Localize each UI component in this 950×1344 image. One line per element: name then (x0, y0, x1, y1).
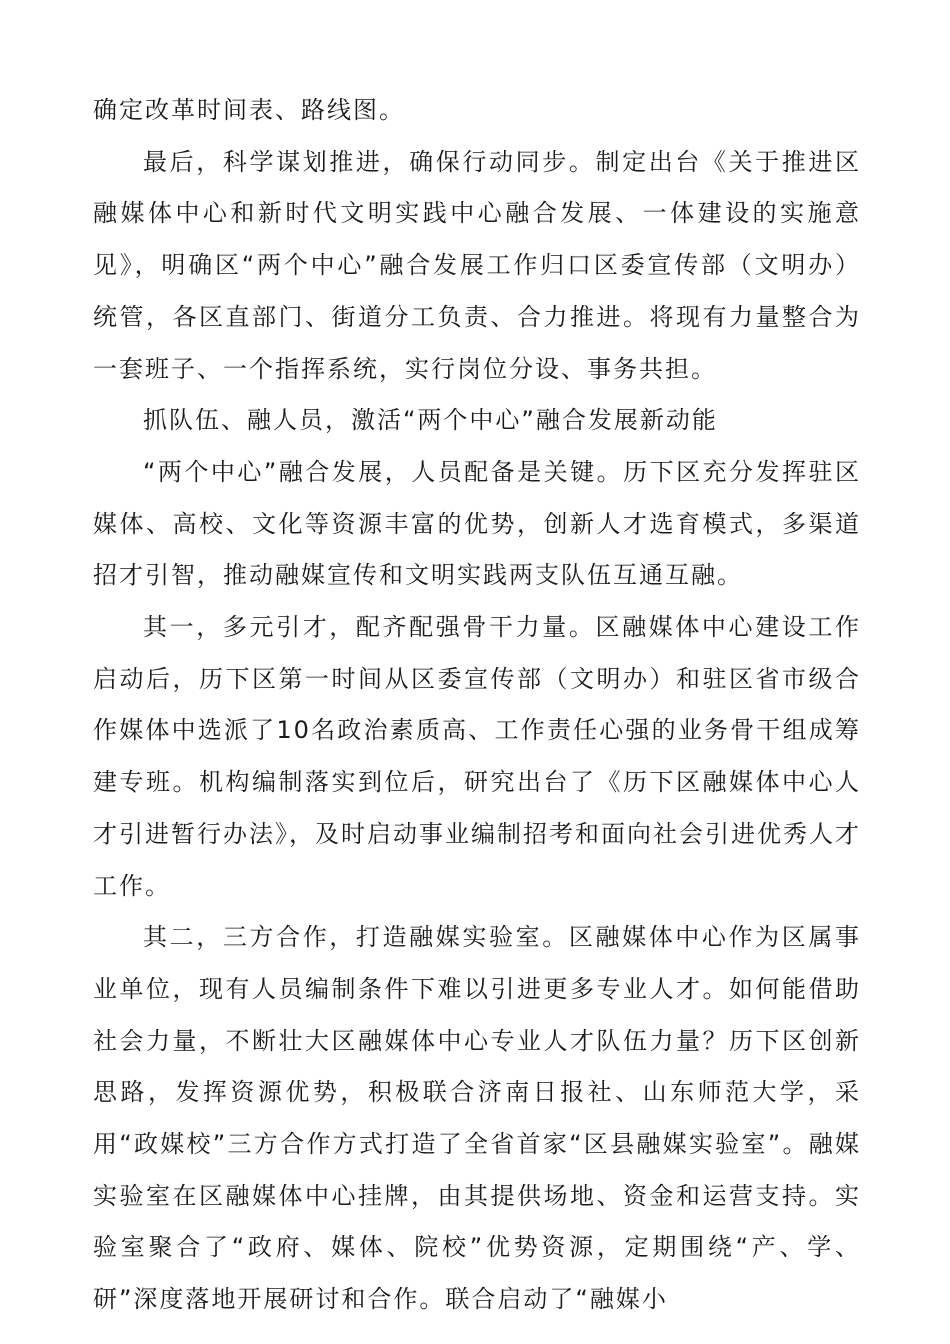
paragraph: “两个中心”融合发展，人员配备是关键。历下区充分发挥驻区媒体、高校、文化等资源丰富的优势，创新人才选育模式，多渠道招才引智，推动融媒宣传和文明实践两支队伍互通互融。 (93, 457, 861, 590)
document-page (93, 85, 861, 1326)
paragraph: 其二，三方合作，打造融媒实验室。区融媒体中心作为区属事业单位，现有人员编制条件下难以引进更多专业人才。如何能借助社会力量，不断壮大区融媒体中心专业人才队伍力量？历下区创新思路，发挥资源优势，积极联合济南日报社、山东师范大学，采用“政媒校”三方合作方式打造了全省首家“区县融媒实验室”。融媒实验室在区融媒体中心挂牌，由其提供场地、资金和运营支持。实验室聚合了“政府、媒体、院校”优势资源，定期围绕“产、学、研”深度落地开展研讨和合作。联合启动了“融媒小 (93, 923, 861, 1314)
paragraph: 确定改革时间表、路线图。 (93, 96, 405, 124)
paragraph: 最后，科学谋划推进，确保行动同步。制定出台《关于推进区融媒体中心和新时代文明实践中心融合发展、一体建设的实施意见》，明确区“两个中心”融合发展工作归口区委宣传部（文明办）统管，各区直部门、街道分工负责、合力推进。将现有力量整合为一套班子、一个指挥系统，实行岗位分设、事务共担。 (93, 147, 861, 383)
paragraph: 其一，多元引才，配齐配强骨干力量。区融媒体中心建设工作启动后，历下区第一时间从区委宣传部（文明办）和驻区省市级合作媒体中选派了10名政治素质高、工作责任心强的业务骨干组成筹建专班。机构编制落实到位后，研究出台了《历下区融媒体中心人才引进暂行办法》，及时启动事业编制招考和面向社会引进优秀人才工作。 (93, 613, 861, 900)
section-heading: 抓队伍、融人员，激活“两个中心”融合发展新动能 (143, 406, 718, 435)
